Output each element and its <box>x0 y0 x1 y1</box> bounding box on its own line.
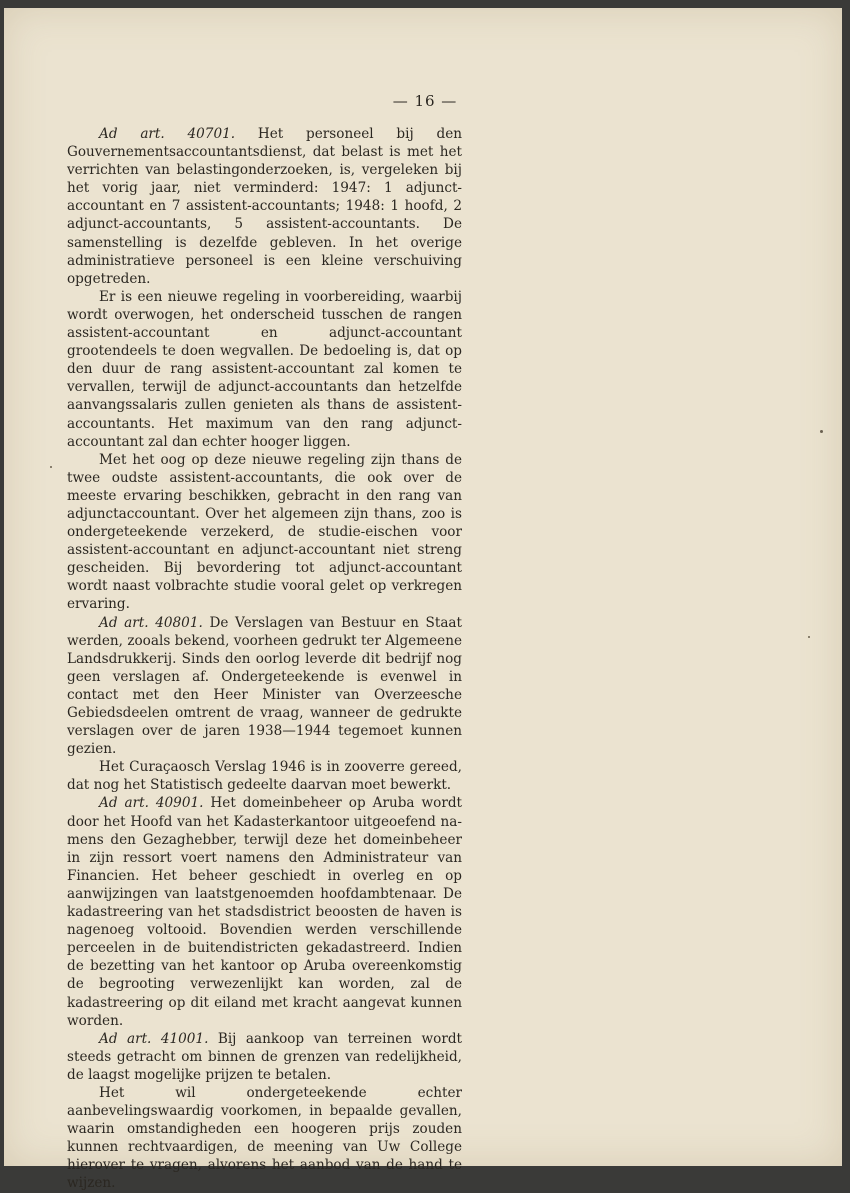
paragraph-art-41001 <box>67 1030 462 1084</box>
paper-speck <box>50 466 52 468</box>
paper-speck <box>808 636 810 638</box>
body-text <box>67 125 462 1193</box>
paragraph-text: De Verslagen van Bestuur en Staat werden, zooals bekend, voorheen gedrukt ter Algemeene Landsdrukkerij. Sinds den oorlog leverde dit bedrijf nog geen verslagen af. Ondergeteekende is evenwel in contact met den Heer Minister van Overzeesche Gebiedsdeelen omtrent de vraag, wanneer de gedrukte verslagen over de jaren 1938—1944 tegemoet kunnen gezien. <box>67 614 462 758</box>
paragraph-art-40701 <box>67 125 462 288</box>
paragraph-promotion <box>67 451 462 614</box>
article-reference: Ad art. 40801. <box>99 614 203 631</box>
page-number: — 16 — <box>392 92 458 110</box>
paper-speck <box>820 430 823 433</box>
paragraph-text: Het domeinbeheer op Aruba wordt door het Hoofd van het Kadasterkantoor uitgeoefend namens den Gezaghebber, terwijl deze het domeinbeheer in zijn ressort voert namens den Administrateur van Financien. Het beheer geschiedt in overleg en op aanwijzingen van laatstgenoemden hoofdambtenaar. De kadastreering van het stadsdistrict beoosten de haven is nagenoeg voltooid. Bovendien werden verschillende perceelen in de buitendistricten gekadastreerd. Indien de bezetting van het kantoor op Aruba overeenkomstig de begrooting verwezenlijkt kan worden, zal de kadastreering op dit eiland met kracht aangevat kunnen worden. <box>67 795 462 1029</box>
paragraph-text: Het wil ondergeteekende echter aanbevelingswaardig voorkomen, in bepaalde gevallen, waarin omstandigheden een hoogeren prijs zouden kunnen rechtvaardigen, de meening van Uw College hierover te vragen, alvorens het aanbod van de hand te wijzen. <box>67 1084 462 1192</box>
article-reference: Ad art. 40701. <box>99 126 236 142</box>
paragraph-text: Het personeel bij den Gouvernementsaccountantsdienst, dat belast is met het verrichten van belastingonderzoeken, is, vergeleken bij het vorig jaar, niet verminderd: 1947: 1 adjunct-accountant en 7 assistent-accountants; 1948: 1 hoofd, 2 adjunct-accountants, 5 assistent-accountants. De samenstelling is dezelfde gebleven. In het overige administratieve personeel is een kleine verschuiving opgetreden. <box>67 126 462 287</box>
paragraph-text: Er is een nieuwe regeling in voorbereiding, waarbij wordt overwogen, het onderscheid tusschen de rangen assistent-accountant en adjunct-accountant grootendeels te doen wegvallen. De bedoeling is, dat op den duur de rang assistent-accountant zal komen te vervallen, terwijl de adjunct-accountants dan hetzelfde aanvangssalaris zullen genieten als thans de assistent-accountants. Het maximum van den rang adjunct-accountant zal dan echter hooger liggen. <box>67 288 462 450</box>
paragraph-art-40901 <box>67 794 462 1029</box>
paragraph-new-regulation <box>67 288 462 451</box>
paragraph-text: Met het oog op deze nieuwe regeling zijn thans de twee oudste assistent-accountants, die ook over de meeste ervaring beschikken, gebracht in den rang van adjunctaccountant. Over het algemeen zijn thans, zoo is ondergeteekende verzekerd, de studie-eischen voor assistent-accountant en adjunct-accountant niet streng gescheiden. Bij bevordering tot adjunct-accountant wordt naast volbrachte studie vooral gelet op verkregen ervaring. <box>67 451 462 613</box>
paragraph-text: Bij aankoop van terreinen wordt steeds getracht om binnen de grenzen van redelijkheid, de laagst mogelijke prijzen te betalen. <box>67 1030 462 1083</box>
paragraph-text: Het Curaçaosch Verslag 1946 is in zooverre gereed, dat nog het Statistisch gedeelte daarvan moet bewerkt. <box>67 759 462 794</box>
paragraph-curacao-report <box>67 758 462 794</box>
article-reference: Ad art. 40901. <box>99 795 204 812</box>
paragraph-recommendation <box>67 1084 462 1193</box>
paragraph-art-40801 <box>67 614 462 759</box>
article-reference: Ad art. 41001. <box>99 1030 209 1047</box>
